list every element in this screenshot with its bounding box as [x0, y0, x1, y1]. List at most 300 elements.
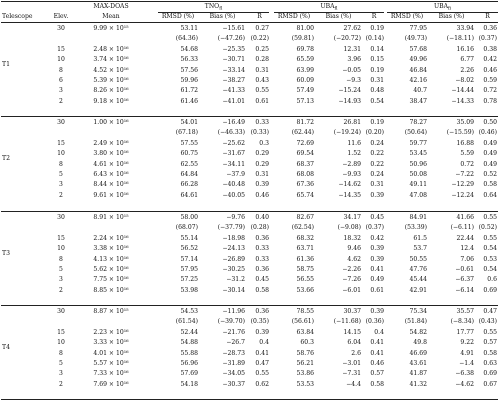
ubafl-value-cell: 0.4: [374, 328, 384, 336]
tno-value-cell: 0.36: [255, 308, 269, 315]
tno-value-cell: 0.39: [255, 328, 269, 336]
ubafi-paren-cell: (0.43): [478, 318, 497, 326]
tno-value-cell: 57.95: [180, 266, 198, 273]
ubafl-value-cell: −14.93: [338, 97, 361, 105]
mean-cell: 3.80 × 10¹⁶: [93, 150, 129, 158]
ubafl-value-cell: 30.37: [343, 308, 361, 315]
ubafl-value-cell: 53.86: [296, 370, 314, 378]
ubafl-value-cell: 0.41: [370, 349, 384, 357]
tno-value-cell: 0.39: [255, 181, 269, 189]
ubafi-value-cell: 0.58: [483, 181, 497, 189]
ubafl-value-cell: 60.09: [296, 77, 314, 84]
tno-value-cell: −34.11: [222, 160, 245, 168]
ubafi-value-cell: 49.8: [413, 339, 427, 347]
tno-value-cell: 0.33: [255, 245, 269, 253]
tno-value-cell: 66.28: [180, 181, 198, 189]
ubafl-value-cell: 61.36: [296, 255, 314, 263]
ubafl-paren-cell: (62.44): [291, 129, 314, 137]
ubafl-value-cell: 0.39: [370, 191, 384, 199]
tno-value-cell: −15.61: [222, 25, 245, 32]
mean-cell: 3.38 × 10¹⁶: [93, 245, 129, 253]
mean-cell: 2.48 × 10¹⁶: [93, 45, 129, 53]
tno-value-cell: −41.01: [222, 97, 245, 105]
ubafi-value-cell: −6.14: [455, 286, 474, 294]
ubafl-value-cell: 68.08: [296, 171, 314, 178]
bias-header-tno: Bias (%): [209, 13, 236, 20]
ubafl-value-cell: 0.22: [370, 160, 384, 168]
ubafi-value-cell: 35.09: [456, 119, 474, 126]
ubafi-paren-cell: (0.37): [478, 35, 497, 43]
tno-value-cell: 0.45: [255, 276, 269, 284]
ubafi-value-cell: 41.87: [409, 370, 427, 378]
ubafl-value-cell: 53.66: [296, 286, 314, 294]
mean-cell: 7.75 × 10¹⁶: [93, 276, 129, 284]
header-mean: Mean: [102, 13, 120, 20]
ubafl-value-cell: 65.59: [296, 56, 314, 64]
elevation-cell: 8: [59, 255, 63, 263]
header-telescope: Telescope: [2, 13, 33, 20]
ubafi-value-cell: −14.44: [451, 87, 474, 95]
tno-value-cell: −11.96: [222, 308, 245, 315]
ubafl-value-cell: −3.01: [342, 360, 361, 367]
mean-cell: 2.23 × 10¹⁶: [93, 328, 129, 336]
ubafi-value-cell: 0.49: [483, 150, 497, 158]
ubafl-value-cell: 6.04: [347, 339, 361, 347]
telescope-label: T4: [2, 344, 10, 352]
tno-value-cell: 0.36: [255, 234, 269, 242]
ubafi-paren-cell: (−18.11): [446, 35, 474, 43]
elevation-cell: 6: [59, 77, 63, 84]
ubafl-paren-cell: (0.14): [365, 35, 384, 43]
ubafi-value-cell: −7.22: [455, 171, 474, 178]
tno-value-cell: 0.62: [255, 380, 269, 388]
ubafi-value-cell: 38.47: [409, 97, 427, 105]
ubafi-value-cell: 0.42: [483, 56, 497, 64]
ubafl-value-cell: 3.96: [347, 56, 361, 64]
ubafl-value-cell: 53.53: [296, 380, 314, 388]
ubafi-paren-cell: (0.52): [478, 224, 497, 232]
ubafi-value-cell: −12.24: [451, 191, 474, 199]
ubafl-value-cell: 0.61: [370, 286, 384, 294]
ubafl-value-cell: 82.67: [296, 214, 314, 221]
mean-cell: 4.61 × 10¹⁶: [93, 160, 129, 168]
ubafi-value-cell: 16.16: [456, 45, 474, 53]
tno-value-cell: 0.29: [255, 150, 269, 158]
ubafi-value-cell: −6.37: [455, 276, 474, 284]
r-header-tno: R: [257, 13, 262, 20]
ubafi-value-cell: 50.55: [409, 255, 427, 263]
tno-value-cell: 0.47: [255, 360, 269, 367]
ubafi-value-cell: 0.53: [483, 255, 497, 263]
ubafi-value-cell: 50.96: [409, 160, 427, 168]
tno-value-cell: −34.05: [222, 370, 245, 378]
ubafi-value-cell: 47.08: [409, 191, 427, 199]
ubafl-value-cell: 0.41: [370, 266, 384, 273]
ubafi-value-cell: 0.69: [483, 286, 497, 294]
ubafl-value-cell: 0.39: [370, 308, 384, 315]
group-subscript: fl: [334, 6, 338, 12]
ubafl-value-cell: 56.21: [296, 360, 314, 367]
r-header-ubafl: R: [371, 13, 377, 20]
mean-cell: 9.18 × 10¹⁶: [93, 97, 129, 105]
mean-cell: 2.49 × 10¹⁶: [93, 139, 129, 147]
tno-value-cell: −24.13: [222, 245, 245, 253]
ubafi-value-cell: 0.47: [483, 308, 497, 315]
ubafl-value-cell: 34.17: [343, 214, 361, 221]
ubafi-value-cell: −12.29: [451, 181, 474, 189]
bias-header-ubafl: Bias (%): [325, 13, 352, 20]
ubafi-value-cell: 75.34: [409, 308, 427, 315]
group-base: TNO: [204, 3, 220, 10]
tno-value-cell: 57.56: [180, 66, 198, 74]
ubafi-value-cell: 54.82: [409, 328, 427, 336]
ubafi-value-cell: 84.91: [409, 214, 427, 221]
ubafl-value-cell: 0.58: [370, 380, 384, 388]
tno-value-cell: 0.61: [255, 97, 269, 105]
tno-value-cell: 0.25: [255, 45, 269, 53]
elevation-cell: 5: [59, 266, 63, 273]
tno-value-cell: 62.55: [180, 160, 198, 168]
tno-paren-cell: (68.07): [175, 224, 198, 232]
ubafl-value-cell: −9.93: [342, 171, 361, 178]
tno-value-cell: 0.41: [255, 349, 269, 357]
ubafl-paren-cell: (−11.68): [333, 318, 361, 326]
mean-cell: 5.39 × 10¹⁶: [93, 77, 129, 84]
ubafl-value-cell: 0.39: [370, 245, 384, 253]
ubafl-value-cell: 58.75: [296, 266, 314, 273]
tno-value-cell: −26.89: [222, 255, 245, 263]
ubafi-value-cell: 0.55: [483, 234, 497, 242]
bias-header-ubafi: Bias (%): [438, 13, 465, 20]
tno-paren-cell: (−39.70): [217, 318, 245, 326]
mean-cell: 2.24 × 10¹⁶: [93, 234, 129, 242]
ubafl-value-cell: 0.24: [370, 139, 384, 147]
ubafl-value-cell: 56.55: [296, 276, 314, 284]
tno-paren-cell: (0.33): [250, 129, 269, 137]
tno-value-cell: 55.88: [180, 349, 198, 357]
ubafl-value-cell: 0.46: [370, 360, 384, 367]
ubafi-value-cell: 35.57: [456, 308, 474, 315]
mean-cell: 8.91 × 10¹⁵: [93, 214, 129, 221]
ubafi-value-cell: 45.44: [409, 276, 427, 284]
ubafi-value-cell: 0.36: [483, 25, 497, 32]
ubafi-value-cell: 0.69: [483, 370, 497, 378]
ubafi-value-cell: 53.45: [409, 150, 427, 158]
mean-cell: 6.43 × 10¹⁶: [93, 171, 129, 178]
top-rule: [1, 1, 498, 2]
ubafi-value-cell: 43.61: [409, 360, 427, 367]
tno-value-cell: 0.40: [255, 214, 269, 221]
ubafl-value-cell: 0.57: [370, 370, 384, 378]
ubafl-value-cell: 78.55: [296, 308, 314, 315]
tno-value-cell: −40.48: [222, 181, 245, 189]
mean-cell: 8.85 × 10¹⁶: [93, 286, 129, 294]
tno-paren-cell: (61.54): [175, 318, 198, 326]
tno-value-cell: 0.36: [255, 266, 269, 273]
mean-cell: 4.52 × 10¹⁶: [93, 66, 129, 74]
ubafl-value-cell: 0.31: [370, 77, 384, 84]
header-maxdoas: MAX-DOAS: [93, 3, 129, 10]
ubafi-value-cell: 49.11: [409, 181, 427, 189]
ubafi-value-cell: 0.55: [483, 214, 497, 221]
tno-value-cell: −37.9: [226, 171, 245, 178]
ubafl-value-cell: 69.78: [296, 45, 314, 53]
tno-value-cell: 0.27: [255, 25, 269, 32]
ubafl-value-cell: 0.19: [370, 66, 384, 74]
ubafi-value-cell: 61.5: [413, 234, 427, 242]
tno-value-cell: −38.27: [222, 77, 245, 84]
tno-paren-cell: (64.36): [175, 35, 198, 43]
ubafi-value-cell: 46.69: [409, 349, 427, 357]
ubafi-value-cell: 17.77: [456, 328, 474, 336]
ubafl-value-cell: 0.41: [370, 339, 384, 347]
ubafl-value-cell: 0.31: [370, 181, 384, 189]
ubafl-value-cell: 0.54: [370, 97, 384, 105]
elevation-cell: 2: [59, 380, 63, 388]
telescope-label: T2: [2, 155, 10, 163]
ubafl-value-cell: 0.22: [370, 150, 384, 158]
elevation-cell: 3: [59, 181, 63, 189]
ubafl-value-cell: 0.19: [370, 25, 384, 32]
group-subscript: fl: [219, 6, 223, 12]
ubafl-value-cell: 11.6: [347, 139, 361, 147]
tno-value-cell: −16.49: [222, 119, 245, 126]
ubafi-value-cell: 78.27: [409, 119, 427, 126]
ubafi-value-cell: 0.38: [483, 45, 497, 53]
tno-value-cell: −25.62: [222, 139, 245, 147]
ubafi-value-cell: 0.78: [483, 97, 497, 105]
tno-value-cell: 0.55: [255, 370, 269, 378]
ubafl-value-cell: 69.54: [296, 150, 314, 158]
ubafl-value-cell: 67.36: [296, 181, 314, 189]
ubafi-paren-cell: (49.73): [404, 35, 427, 43]
tno-value-cell: 54.88: [180, 339, 198, 347]
rmsd-header-tno: RMSD (%): [161, 13, 195, 20]
ubafl-value-cell: 0.42: [370, 234, 384, 242]
ubafi-value-cell: 42.91: [409, 286, 427, 294]
ubafl-value-cell: −9.3: [346, 77, 361, 84]
ubafl-value-cell: −4.4: [346, 380, 361, 388]
tno-value-cell: 0.29: [255, 160, 269, 168]
tno-paren-cell: (67.18): [175, 129, 198, 137]
ubafi-value-cell: 50.08: [409, 171, 427, 178]
block-separator-2: [1, 211, 498, 212]
elevation-cell: 15: [57, 45, 65, 53]
ubafi-value-cell: 5.59: [460, 150, 474, 158]
ubafi-paren-cell: (0.46): [478, 129, 497, 137]
ubafl-value-cell: 27.62: [343, 25, 361, 32]
header-group-uba-fl: [274, 4, 384, 12]
tno-value-cell: 54.01: [180, 119, 198, 126]
tno-value-cell: −30.14: [222, 286, 245, 294]
tno-value-cell: 56.96: [180, 360, 198, 367]
ubafi-paren-cell: (−6.11): [450, 224, 474, 232]
ubafl-paren-cell: (0.36): [365, 318, 384, 326]
tno-value-cell: 0.55: [255, 87, 269, 95]
elevation-cell: 2: [59, 191, 63, 199]
ubafl-value-cell: 65.74: [296, 191, 314, 199]
ubafl-value-cell: 18.32: [343, 234, 361, 242]
tno-value-cell: −26.7: [226, 339, 245, 347]
tno-paren-cell: (−37.79): [217, 224, 245, 232]
ubafl-value-cell: 26.81: [343, 119, 361, 126]
ubafi-value-cell: 12.4: [460, 245, 474, 253]
tno-value-cell: 64.84: [180, 171, 198, 178]
ubafi-value-cell: 2.26: [460, 66, 474, 74]
ubafl-paren-cell: (−19.24): [333, 129, 361, 137]
ubafl-value-cell: 14.15: [343, 328, 361, 336]
ubafi-value-cell: 40.7: [413, 87, 427, 95]
block-separator-3: [1, 305, 498, 306]
elevation-cell: 30: [57, 214, 65, 221]
elevation-cell: 2: [59, 286, 63, 294]
elevation-cell: 8: [59, 66, 63, 74]
ubafi-value-cell: 0.72: [483, 87, 497, 95]
ubafl-value-cell: 0.19: [370, 119, 384, 126]
ubafi-value-cell: 0.54: [483, 245, 497, 253]
ubafi-value-cell: 0.50: [483, 119, 497, 126]
ubafi-value-cell: 16.88: [456, 139, 474, 147]
ubafi-value-cell: 0.52: [483, 171, 497, 178]
ubafl-value-cell: 0.49: [370, 276, 384, 284]
tno-paren-cell: (0.28): [250, 224, 269, 232]
ubafi-value-cell: 0.6: [487, 276, 497, 284]
ubafl-value-cell: 58.76: [296, 349, 314, 357]
ubafi-value-cell: 9.22: [460, 339, 474, 347]
rmsd-header-ubafi: RMSD (%): [390, 13, 424, 20]
block-separator-1: [1, 116, 498, 117]
mean-cell: 4.13 × 10¹⁶: [93, 255, 129, 263]
ubafi-value-cell: 41.66: [456, 214, 474, 221]
ubafl-value-cell: 63.84: [296, 328, 314, 336]
tno-paren-cell: (0.22): [250, 35, 269, 43]
telescope-label: T1: [2, 61, 10, 69]
ubafl-value-cell: 0.39: [370, 255, 384, 263]
ubafi-value-cell: 77.95: [409, 25, 427, 32]
ubafi-value-cell: 49.96: [409, 56, 427, 64]
ubafi-value-cell: −1.4: [459, 360, 474, 367]
ubafi-value-cell: 0.59: [483, 77, 497, 84]
mean-cell: 3.74 × 10¹⁶: [93, 56, 129, 64]
ubafl-value-cell: 81.72: [296, 119, 314, 126]
mean-cell: 8.26 × 10¹⁶: [93, 87, 129, 95]
tno-value-cell: −31.89: [222, 360, 245, 367]
ubafi-value-cell: 0.49: [483, 139, 497, 147]
tno-value-cell: 53.11: [180, 25, 198, 32]
tno-value-cell: 56.33: [180, 56, 198, 64]
tno-value-cell: −31.67: [222, 150, 245, 158]
mean-cell: 4.01 × 10¹⁶: [93, 349, 129, 357]
mean-cell: 9.61 × 10¹⁶: [93, 191, 129, 199]
ubafi-paren-cell: (50.64): [404, 129, 427, 137]
ubafi-paren-cell: (53.39): [404, 224, 427, 232]
tno-value-cell: −30.25: [222, 266, 245, 273]
ubafi-value-cell: 0.55: [483, 328, 497, 336]
tno-value-cell: 58.00: [180, 214, 198, 221]
mean-cell: 1.00 × 10¹⁶: [93, 119, 129, 126]
tno-value-cell: 54.68: [180, 45, 198, 53]
tno-value-cell: 59.96: [180, 77, 198, 84]
ubafl-paren-cell: (56.61): [291, 318, 314, 326]
ubafi-value-cell: 0.63: [483, 360, 497, 367]
elevation-cell: 10: [57, 56, 65, 64]
ubafl-value-cell: −15.24: [338, 87, 361, 95]
elevation-cell: 8: [59, 160, 63, 168]
tno-value-cell: 60.75: [180, 150, 198, 158]
tno-value-cell: 0.58: [255, 286, 269, 294]
ubafi-value-cell: 59.77: [409, 139, 427, 147]
rmsd-header-ubafl: RMSD (%): [277, 13, 311, 20]
tno-value-cell: 0.31: [255, 171, 269, 178]
ubafi-value-cell: 0.49: [483, 160, 497, 168]
tno-value-cell: −25.35: [222, 45, 245, 53]
ubafi-value-cell: −4.62: [455, 380, 474, 388]
ubafi-value-cell: −14.33: [451, 97, 474, 105]
ubafl-value-cell: −2.89: [342, 160, 361, 168]
mean-cell: 5.57 × 10¹⁶: [93, 360, 129, 367]
tno-value-cell: 52.44: [180, 328, 198, 336]
ubafi-value-cell: 0.54: [483, 266, 497, 273]
header-rule: [1, 22, 498, 23]
ubafi-value-cell: 4.91: [460, 349, 474, 357]
ubafl-value-cell: 1.52: [347, 150, 361, 158]
ubafi-value-cell: 33.94: [456, 25, 474, 32]
ubafl-value-cell: 60.3: [300, 339, 314, 347]
tno-value-cell: −9.76: [226, 214, 245, 221]
ubafl-value-cell: 63.99: [296, 66, 314, 74]
elevation-cell: 5: [59, 171, 63, 178]
ubafl-paren-cell: (59.81): [291, 35, 314, 43]
tno-value-cell: −31.2: [226, 276, 245, 284]
ubafl-value-cell: 4.62: [347, 255, 361, 263]
ubafi-value-cell: 0.46: [483, 66, 497, 74]
tno-value-cell: 0.33: [255, 119, 269, 126]
elevation-cell: 3: [59, 276, 63, 284]
elevation-cell: 10: [57, 339, 65, 347]
ubafi-value-cell: 53.7: [413, 245, 427, 253]
ubafi-value-cell: 6.77: [460, 56, 474, 64]
ubafi-value-cell: 0.67: [483, 380, 497, 388]
ubafl-value-cell: 68.37: [296, 160, 314, 168]
bottom-rule: [1, 399, 498, 400]
ubafl-value-cell: 2.6: [351, 349, 361, 357]
r-header-ubafi: R: [485, 13, 490, 20]
ubafl-value-cell: 0.14: [370, 45, 384, 53]
group-subscript: fi: [448, 6, 452, 12]
ubafl-value-cell: 0.48: [370, 87, 384, 95]
tno-paren-cell: (0.35): [250, 318, 269, 326]
tno-value-cell: 0.28: [255, 56, 269, 64]
elevation-cell: 30: [57, 25, 65, 32]
tno-value-cell: 54.18: [180, 380, 198, 388]
ubafi-value-cell: 41.32: [409, 380, 427, 388]
ubafl-value-cell: 0.15: [370, 56, 384, 64]
header-elevation: Elev.: [53, 13, 69, 20]
telescope-label: T3: [2, 250, 10, 258]
elevation-cell: 30: [57, 119, 65, 126]
ubafi-value-cell: −8.02: [455, 77, 474, 84]
tno-value-cell: −30.71: [222, 56, 245, 64]
tno-value-cell: 0.31: [255, 66, 269, 74]
ubafi-paren-cell: (−8.34): [450, 318, 474, 326]
ubafl-value-cell: 57.49: [296, 87, 314, 95]
mean-cell: 9.99 × 10¹⁵: [93, 25, 129, 32]
ubafl-paren-cell: (−20.72): [333, 35, 361, 43]
ubafl-value-cell: −6.01: [342, 286, 361, 294]
tno-value-cell: −41.33: [222, 87, 245, 95]
tno-value-cell: −40.05: [222, 191, 245, 199]
mean-cell: 7.69 × 10¹⁶: [93, 380, 129, 388]
